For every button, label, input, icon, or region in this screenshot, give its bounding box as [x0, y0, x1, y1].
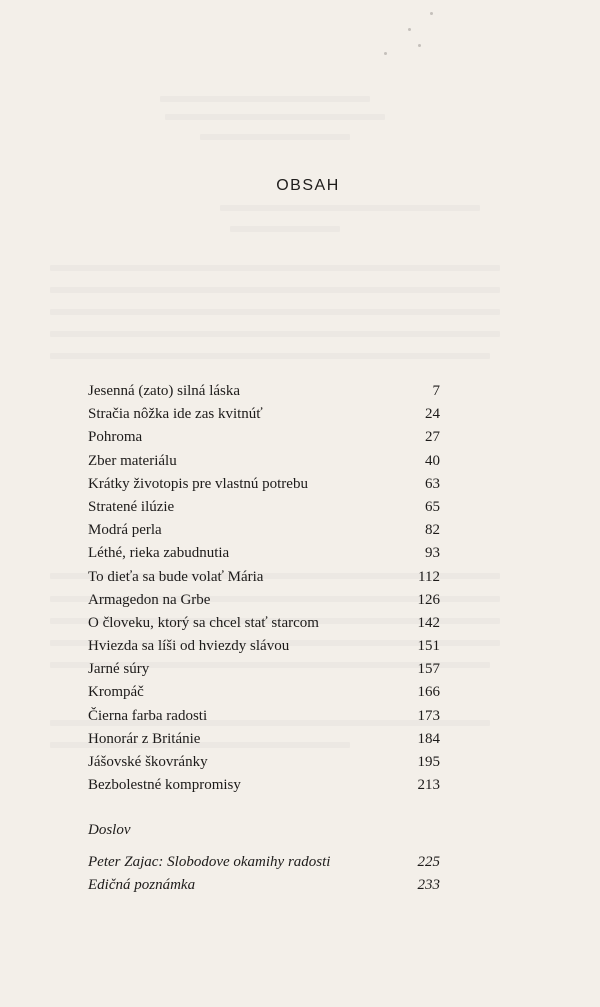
toc-row [88, 705, 440, 728]
toc-entry-title: O človeku, ktorý sa chcel stať starcom [88, 614, 319, 631]
appendix-entry-title: Peter Zajac: Slobodove okamihy radosti [88, 854, 331, 871]
show-through-line [165, 114, 385, 120]
toc-entry-title: Armagedon na Grbe [88, 591, 211, 608]
toc-row [88, 612, 440, 635]
toc-row [88, 473, 440, 496]
toc-row [88, 542, 440, 565]
show-through-line [50, 309, 500, 315]
show-through-line [220, 205, 480, 211]
toc-row [88, 728, 440, 751]
toc-entry-page: 195 [417, 754, 440, 770]
show-through-line [50, 353, 490, 359]
appendix-section [88, 819, 440, 898]
appendix-heading: Doslov [88, 822, 131, 838]
toc-entry-page: 7 [432, 383, 440, 399]
contents-title: OBSAH [276, 177, 340, 194]
toc-row [88, 519, 440, 542]
toc-row [88, 566, 440, 589]
toc-entry-page: 166 [417, 684, 440, 701]
ink-speck [384, 52, 387, 55]
toc-row [88, 496, 440, 519]
toc-entry-page: 112 [418, 568, 440, 585]
appendix-row [88, 851, 440, 874]
toc-row [88, 403, 440, 426]
toc-entry-title: Jesenná (zato) silná láska [88, 383, 241, 399]
toc-entry-page: 82 [425, 522, 440, 539]
toc-entry-page: 142 [417, 614, 440, 631]
toc-entry-page: 173 [417, 707, 440, 724]
toc-entry-page: 63 [425, 475, 440, 492]
toc-entry-page: 65 [425, 498, 440, 515]
toc-row [88, 426, 440, 449]
show-through-line [50, 287, 500, 293]
toc-row [88, 589, 440, 612]
toc-row [88, 681, 440, 704]
toc-entry-title: Krátky životopis pre vlastnú potrebu [88, 475, 308, 492]
toc-entry-title: Léthé, rieka zabudnutia [88, 545, 230, 562]
toc-row [88, 450, 440, 473]
toc-entry-page: 126 [417, 591, 440, 608]
toc-entry-title: Čierna farba radosti [88, 707, 208, 724]
toc-entry-title: Honorár z Británie [88, 730, 201, 747]
toc-entry-page: 151 [417, 638, 440, 655]
show-through-line [50, 331, 500, 337]
appendix-row [88, 874, 440, 897]
toc-entry-title: Stratené ilúzie [88, 498, 175, 515]
toc-entry-title: Hviezda sa líši od hviezdy slávou [88, 638, 290, 655]
toc-entry-page: 27 [425, 429, 440, 446]
toc-entry-page: 93 [425, 545, 440, 562]
show-through-line [200, 134, 350, 140]
toc-entry-title: Krompáč [88, 684, 144, 701]
table-of-contents [88, 380, 440, 797]
toc-entry-page: 24 [425, 406, 440, 423]
toc-entry-title: Bezbolestné kompromisy [88, 777, 241, 794]
ink-speck [418, 44, 421, 47]
toc-row [88, 774, 440, 797]
toc-entry-title: Jarné súry [88, 661, 150, 678]
toc-row [88, 635, 440, 658]
toc-row [88, 658, 440, 681]
show-through-line [230, 226, 340, 232]
toc-entry-title: Jášovské škovránky [88, 754, 208, 770]
show-through-line [160, 96, 370, 102]
toc-entry-title: Stračia nôžka ide zas kvitnúť [88, 406, 263, 423]
appendix-entry-page: 233 [417, 877, 440, 894]
toc-entry-page: 184 [417, 730, 440, 747]
toc-entry-title: Zber materiálu [88, 452, 177, 469]
toc-entry-page: 157 [417, 661, 440, 678]
toc-entry-title: To dieťa sa bude volať Mária [88, 568, 264, 585]
toc-entry-title: Modrá perla [88, 522, 162, 539]
toc-row [88, 380, 440, 403]
toc-entry-page: 213 [417, 777, 440, 794]
toc-row [88, 751, 440, 774]
toc-entry-title: Pohroma [88, 429, 143, 446]
show-through-line [50, 265, 500, 271]
ink-speck [408, 28, 411, 31]
appendix-entry-title: Edičná poznámka [88, 877, 196, 894]
ink-speck [430, 12, 433, 15]
appendix-entry-page: 225 [417, 854, 440, 871]
toc-entry-page: 40 [425, 452, 440, 469]
